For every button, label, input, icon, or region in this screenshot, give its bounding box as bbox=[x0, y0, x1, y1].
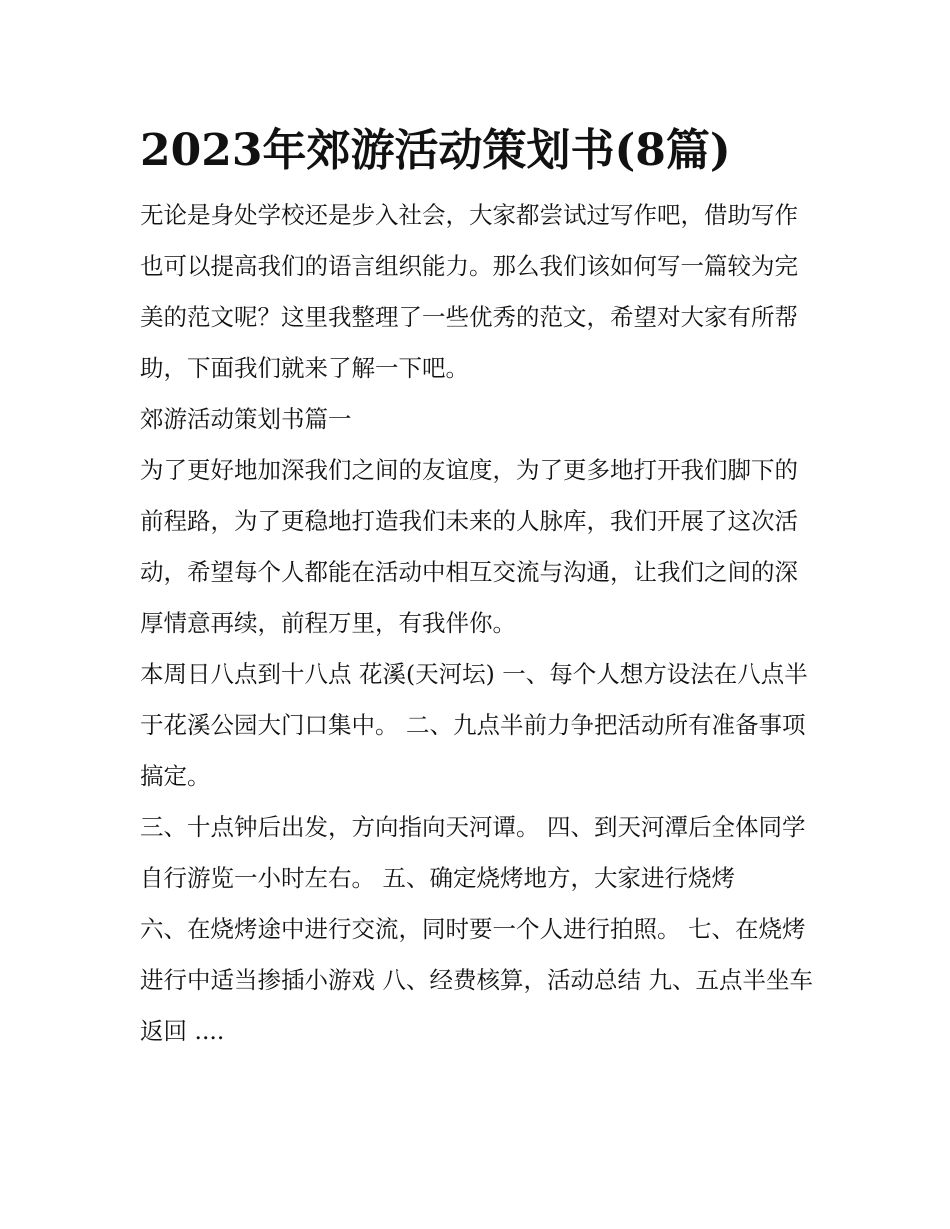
body-paragraph-schedule-1: 本周日八点到十八点 花溪(天河坛) 一、每个人想方设法在八点半于花溪公园大门口集中。 二、九点半前力争把活动所有准备事项搞定。 bbox=[140, 660, 808, 790]
section-heading: 郊游活动策划书篇一 bbox=[140, 405, 352, 433]
intro-paragraph: 无论是身处学校还是步入社会，大家都尝试过写作吧，借助写作也可以提高我们的语言组织能力。那么我们该如何写一篇较为完美的范文呢？这里我整理了一些优秀的范文，希望对大家有所帮助，下面我们就来了解一下吧。 bbox=[140, 201, 798, 382]
body-paragraph-schedule-2: 三、十点钟后出发，方向指向天河谭。 四、到天河潭后全体同学自行游览一小时左右。 五、确定烧烤地方，大家进行烧烤 bbox=[140, 813, 806, 892]
body-paragraph-schedule-3: 六、在烧烤途中进行交流，同时要一个人进行拍照。 七、在烧烤进行中适当掺插小游戏 八、经费核算，活动总结 九、五点半坐车返回 .... bbox=[140, 915, 813, 1045]
body-paragraph-purpose: 为了更好地加深我们之间的友谊度，为了更多地打开我们脚下的前程路，为了更稳地打造我们未来的人脉库，我们开展了这次活动，希望每个人都能在活动中相互交流与沟通，让我们之间的深厚情意再续，前程万里，有我伴你。 bbox=[140, 456, 798, 637]
document-title: 2023年郊游活动策划书(8篇) bbox=[140, 125, 731, 176]
